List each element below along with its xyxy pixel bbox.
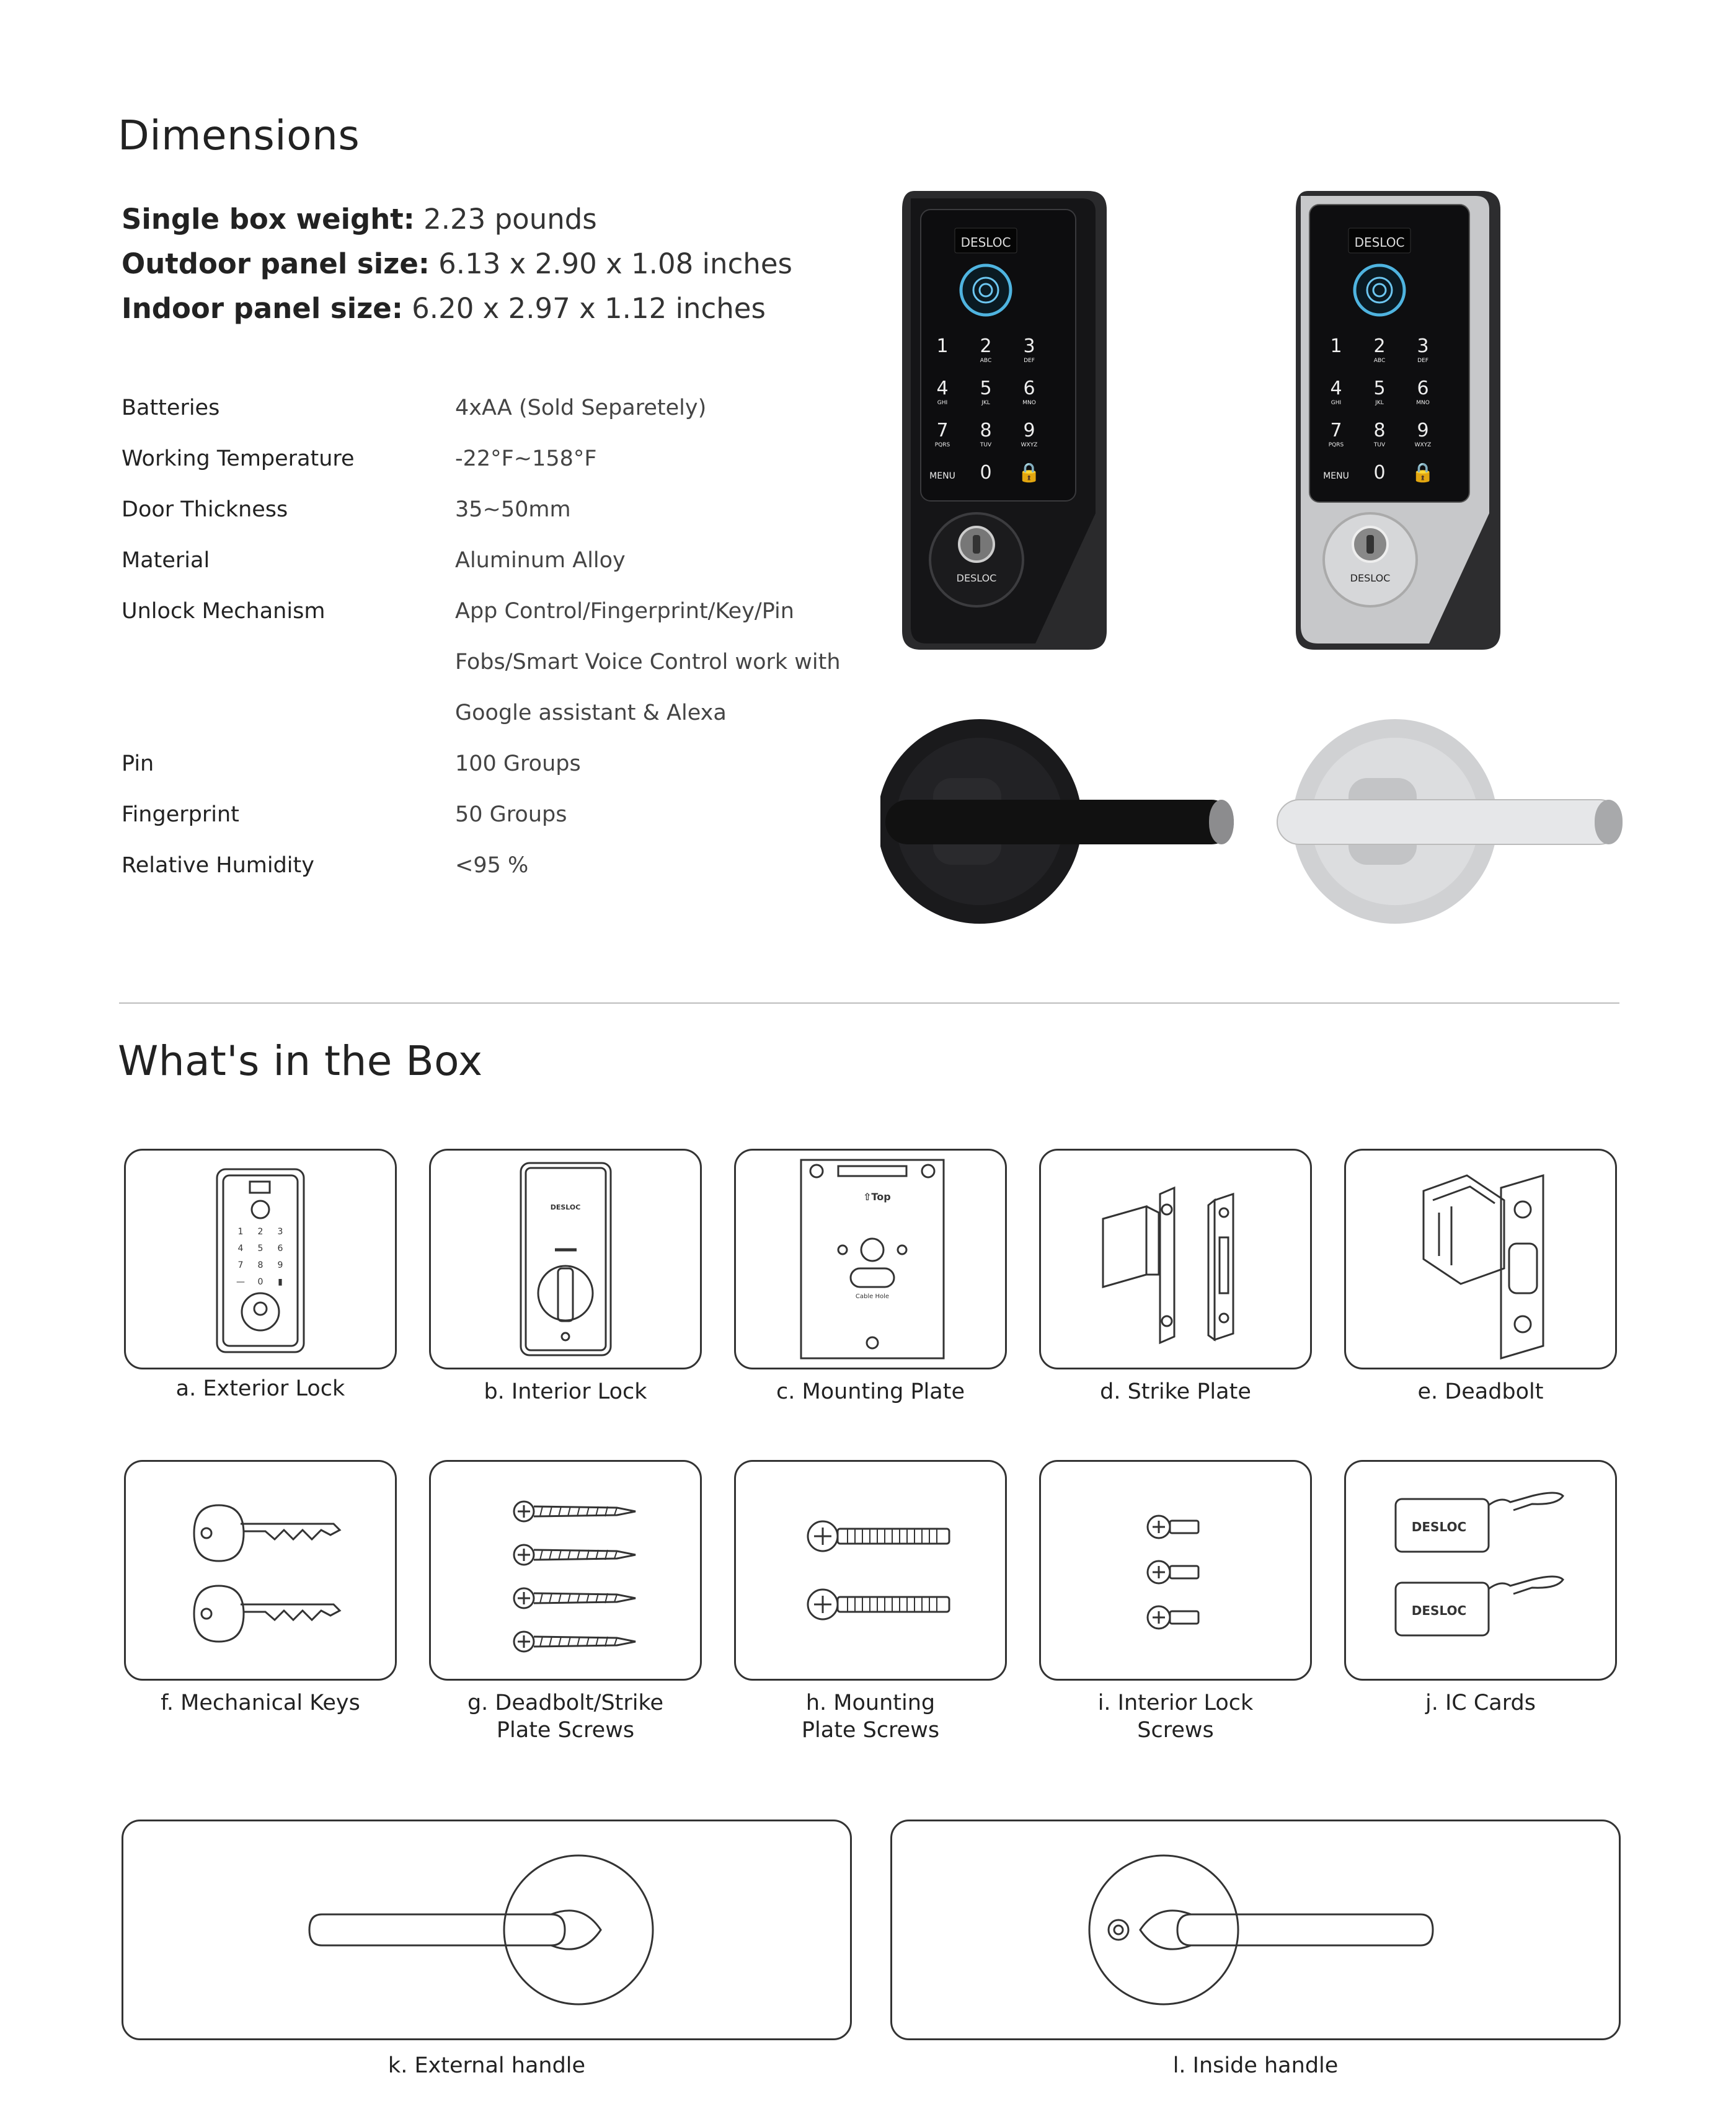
keypad-key: 🔒: [1411, 462, 1435, 484]
keypad-key-letters: WXYZ: [1414, 442, 1432, 448]
keypad-key: 7: [1330, 420, 1342, 441]
keypad-key-letters: TUV: [980, 442, 992, 448]
spec-row: Fobs/Smart Voice Control work with: [455, 650, 841, 674]
svg-text:3: 3: [277, 1227, 283, 1237]
mounting-plate-icon: [736, 1151, 1005, 1368]
keypad-key-letters: GHI: [937, 400, 948, 406]
black-handle-image: [880, 719, 1240, 924]
black-lock-icon: [902, 191, 1107, 650]
summary-indoor-size: Indoor panel size: 6.20 x 2.97 x 1.12 inches: [122, 292, 766, 325]
svg-text:DESLOC: DESLOC: [1411, 1603, 1467, 1618]
keypad-key: 1: [936, 335, 949, 357]
svg-text:7: 7: [237, 1260, 244, 1270]
item-label: f. Mechanical Keys: [161, 1691, 360, 1715]
item-label: c. Mounting Plate: [776, 1379, 965, 1404]
item-card-ic-cards: [1344, 1460, 1617, 1681]
keypad-key-letters: PQRS: [934, 442, 950, 448]
keypad-key-letters: ABC: [980, 358, 992, 364]
item-card-inside-handle: [890, 1820, 1621, 2040]
spec-row: Material Aluminum Alloy: [122, 548, 626, 573]
keypad-key-letters: WXYZ: [1021, 442, 1038, 448]
inside-handle-icon: [892, 1821, 1619, 2038]
spec-row: Fingerprint 50 Groups: [122, 802, 567, 827]
svg-text:6: 6: [277, 1244, 283, 1254]
keypad-key-letters: GHI: [1331, 400, 1342, 406]
dimensions-heading: Dimensions: [118, 112, 360, 159]
spec-row: Pin 100 Groups: [122, 751, 581, 776]
svg-text:DESLOC: DESLOC: [956, 572, 997, 584]
silver-lock-icon: [1296, 191, 1500, 650]
item-card-mounting-plate: [734, 1149, 1007, 1369]
interior-lock-icon: [431, 1151, 700, 1368]
short-screws-icon: [1041, 1462, 1310, 1679]
item-card-deadbolt: [1344, 1149, 1617, 1369]
item-card-interior-screws: [1039, 1460, 1312, 1681]
strike-plate-icon: [1041, 1151, 1310, 1368]
keypad-key: 2: [980, 335, 992, 357]
item-card-mechanical-keys: [124, 1460, 397, 1681]
keypad-key-letters: ABC: [1373, 358, 1386, 364]
keypad-key: 6: [1023, 378, 1035, 399]
black-lock-image: [902, 191, 1107, 650]
keypad-key: 4: [936, 378, 949, 399]
keypad-key: 8: [980, 420, 992, 441]
item-card-interior-lock: [429, 1149, 702, 1369]
svg-text:0: 0: [257, 1277, 264, 1287]
spec-table: [122, 396, 897, 904]
item-label: j. IC Cards: [1425, 1691, 1536, 1715]
keypad-key: MENU: [929, 471, 955, 481]
svg-text:2: 2: [257, 1227, 264, 1237]
item-label: a. Exterior Lock: [175, 1376, 345, 1401]
spec-row: Google assistant & Alexa: [455, 701, 727, 725]
keypad-key: 9: [1417, 420, 1429, 441]
item-card-exterior-lock: [124, 1149, 397, 1369]
svg-text:⇧Top: ⇧Top: [863, 1191, 891, 1203]
item-card-strike-plate: [1039, 1149, 1312, 1369]
spec-row: Relative Humidity <95 %: [122, 853, 529, 878]
svg-text:1: 1: [237, 1227, 244, 1237]
item-label: l. Inside handle: [1172, 2053, 1339, 2078]
svg-text:DESLOC: DESLOC: [960, 235, 1011, 250]
spec-row: Unlock Mechanism App Control/Fingerprint/Key/Pin: [122, 599, 794, 624]
item-label: e. Deadbolt: [1417, 1379, 1544, 1404]
keypad-key-letters: MNO: [1416, 400, 1430, 406]
keypad-key: 3: [1023, 335, 1035, 357]
machine-screws-icon: [736, 1462, 1005, 1679]
deadbolt-icon: [1346, 1151, 1615, 1368]
item-card-deadbolt-screws: [429, 1460, 702, 1681]
wood-screws-icon: [431, 1462, 700, 1679]
svg-text:5: 5: [257, 1244, 264, 1254]
item-label: b. Interior Lock: [484, 1379, 647, 1404]
keypad-key: 2: [1373, 335, 1386, 357]
summary-outdoor-size: Outdoor panel size: 6.13 x 2.90 x 1.08 inches: [122, 247, 792, 280]
keypad-key: 3: [1417, 335, 1429, 357]
box-heading: What's in the Box: [118, 1037, 483, 1085]
spec-row: Working Temperature -22°F~158°F: [122, 446, 597, 471]
keypad-key-letters: PQRS: [1328, 442, 1344, 448]
item-card-external-handle: [122, 1820, 852, 2040]
section-divider: [119, 1002, 1619, 1004]
keypad-key-letters: MNO: [1022, 400, 1036, 406]
svg-text:▮: ▮: [278, 1277, 283, 1287]
keypad-key: 1: [1330, 335, 1342, 357]
item-label: d. Strike Plate: [1100, 1379, 1251, 1404]
keypad-key-letters: DEF: [1417, 358, 1428, 364]
item-label: g. Deadbolt/Strike Plate Screws: [467, 1691, 664, 1743]
keypad-key: 7: [936, 420, 949, 441]
black-handle-icon: [880, 719, 1240, 924]
external-handle-icon: [123, 1821, 850, 2038]
svg-text:—: —: [236, 1277, 245, 1287]
keypad-key-letters: DEF: [1024, 358, 1035, 364]
svg-text:Cable Hole: Cable Hole: [855, 1293, 890, 1300]
item-label: i. Interior Lock Screws: [1097, 1691, 1254, 1743]
keypad-key: 0: [1373, 462, 1386, 484]
keys-icon: [126, 1462, 395, 1679]
exterior-lock-icon: [126, 1151, 395, 1368]
dimensions-summary: [122, 197, 866, 331]
keypad-key: MENU: [1323, 471, 1349, 481]
svg-text:DESLOC: DESLOC: [1411, 1519, 1467, 1534]
svg-text:9: 9: [277, 1260, 283, 1270]
item-card-mounting-screws: [734, 1460, 1007, 1681]
svg-text:DESLOC: DESLOC: [550, 1203, 581, 1211]
svg-text:8: 8: [257, 1260, 264, 1270]
keypad-key: 6: [1417, 378, 1429, 399]
keypad-key: 🔒: [1017, 462, 1041, 484]
keypad-key: 5: [1373, 378, 1386, 399]
keypad-key-letters: JKL: [981, 400, 990, 406]
svg-text:4: 4: [237, 1244, 244, 1254]
keypad-key: 0: [980, 462, 992, 484]
ic-cards-icon: [1346, 1462, 1615, 1679]
silver-handle-image: [1271, 719, 1631, 924]
keypad-key: 9: [1023, 420, 1035, 441]
summary-weight: Single box weight: 2.23 pounds: [122, 203, 597, 236]
silver-handle-icon: [1271, 719, 1631, 924]
keypad-key: 5: [980, 378, 992, 399]
keypad-key-letters: JKL: [1375, 400, 1384, 406]
keypad-key: 4: [1330, 378, 1342, 399]
keypad-key: 8: [1373, 420, 1386, 441]
item-label: h. Mounting Plate Screws: [801, 1691, 940, 1743]
svg-text:DESLOC: DESLOC: [1350, 572, 1391, 584]
svg-text:DESLOC: DESLOC: [1354, 235, 1405, 250]
spec-row: Door Thickness 35~50mm: [122, 497, 571, 522]
keypad-key-letters: TUV: [1373, 442, 1386, 448]
item-label: k. External handle: [388, 2053, 586, 2078]
silver-lock-image: [1296, 191, 1500, 650]
spec-row: Batteries 4xAA (Sold Separetely): [122, 396, 707, 420]
